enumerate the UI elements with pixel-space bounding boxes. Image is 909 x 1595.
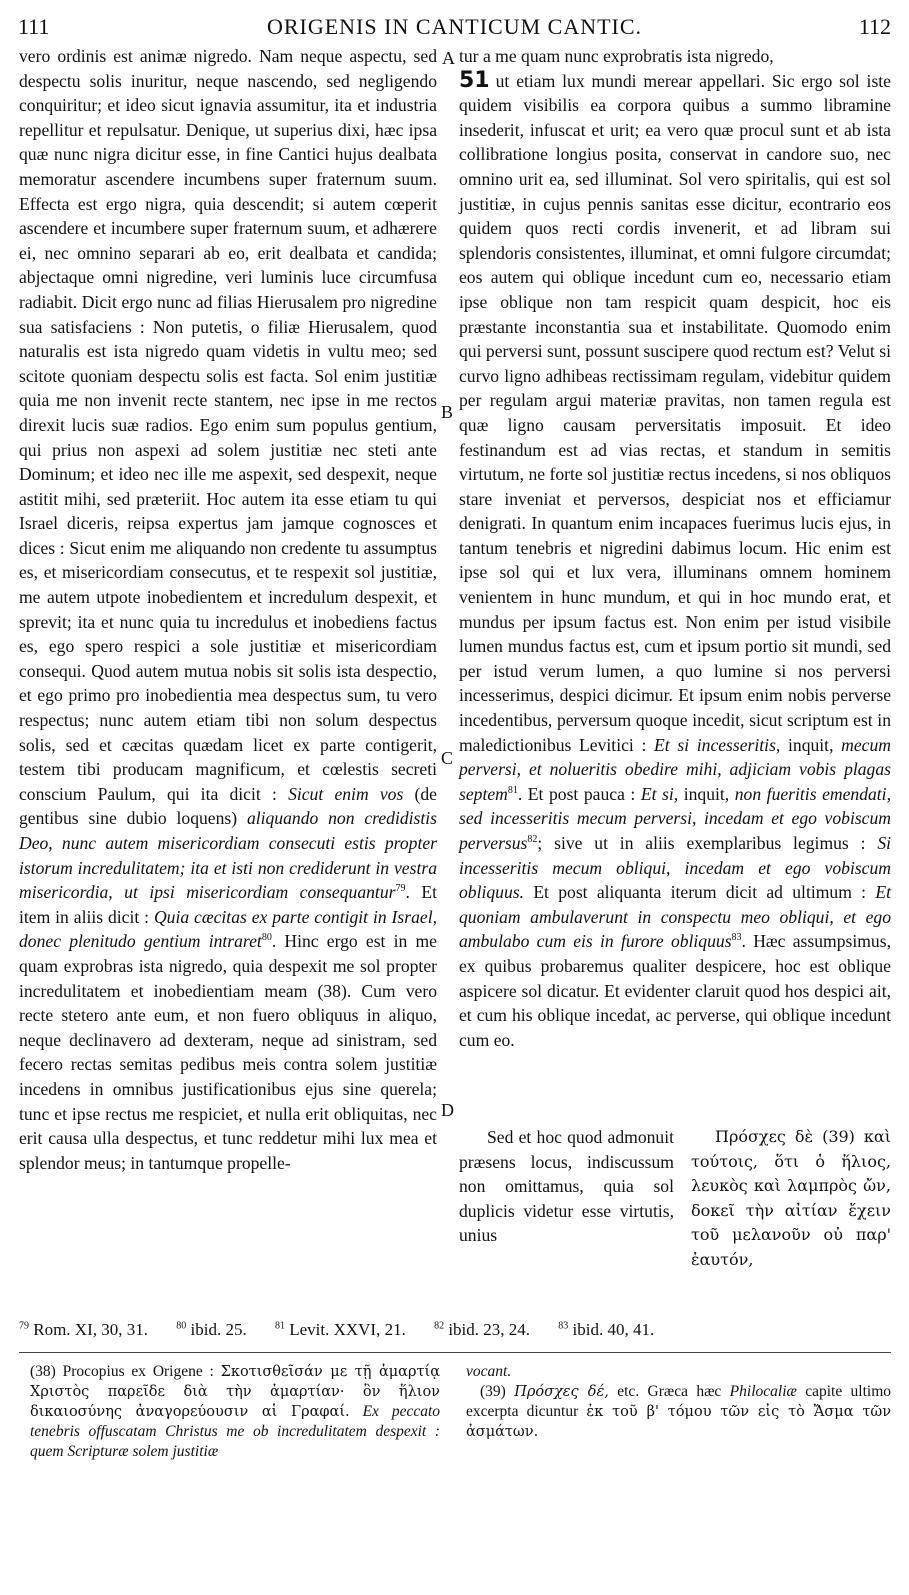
footnote-ref-item: $^{79}$ Rom. XI, 30, 31. (19, 1320, 148, 1339)
note-39-greek: ἐκ τοῦ β' τόμου τῶν εἰς τὸ Ἄσμα τῶν ἀσμάτων. (466, 1404, 892, 1440)
right-text-1: inquit, (788, 734, 834, 755)
section-number: 51 (459, 67, 490, 93)
page-number-left: 111 (18, 14, 50, 39)
footnote-ref-83: 83 (731, 932, 742, 944)
note-39-label: (39) (480, 1383, 506, 1400)
note-38 (30, 1362, 440, 1462)
left-text-3: . Hinc ergo est in me quam exprobras ista nigredo, quia despexit me sol propter incredulitatem et inobedientiam meam (38). Cum vero recte stetero ante eum, et non fuero obliquus in aliquo, neque declinavero ad dexteram, neque ad sinistram, sed fecero rectas semitas pedibus meis contra solem justitiæ incedens in omnibus justificationibus ejus sine querela; tunc et ipse rectus me respiciet, et nulla erit obliquitas, nec erit causa ulla despectus, et tunc reddetur mihi lux mea et splendor meus; in tantumque propelle- (19, 931, 437, 1173)
latin-parallel-column (459, 1125, 674, 1248)
left-quote-3: Quia cæcitas ex parte contigit in Israel, donec plenitudo gentium intraret (19, 906, 437, 952)
greek-parallel-text: Πρόσχες δὲ (39) καὶ τούτοις, ὅτι ὁ ἥλιος, λευκὸς καὶ λαμπρὸς ὤν, δοκεῖ τὴν αἰτίαν ἔχειν τοῦ μελανοῦν οὐ παρ' ἑαυτόν, (691, 1127, 891, 1269)
right-quote-6: Et quoniam ambulaverunt in conspectu meo obliqui, et ego ambulabo cum eis in furore obliquus (459, 882, 892, 952)
right-text-5: Et post aliquanta iterum dicit ad ultimum : (533, 882, 867, 903)
note-38-latin: Ex peccato tenebris offuscatam Christus me ob incredulitatem despexit : quem Scripturæ solem justitiæ (30, 1403, 441, 1460)
right-text-6: . Hæc assumpsimus, ex quibus probaremus qualiter despicere, hoc est oblique aspicere sol dicatur. Et evidenter claruit quod hos despici ait, et cum his oblique incedat, ac perverse, qui oblique incedunt cum eo. (459, 931, 891, 1050)
note-38-greek: Σκοτισθεῖσάν με τῇ ἁμαρτίᾳ Χριστὸς παρεῖδε διὰ τὴν ἁμαρτίαν· ὃν ἥλιον δικαιοσύνης ἀναγορεύουσιν αἱ Γραφαί. (30, 1364, 440, 1420)
right-text-2: . Et post pauca : (517, 783, 636, 804)
note-39-text-2: capite ultimo excerpta dicuntur (466, 1383, 892, 1420)
footnote-divider (19, 1352, 891, 1353)
column-marker-b: B (441, 402, 454, 422)
note-39-text-1: etc. Græca hæc (617, 1383, 722, 1400)
note-39-work: Philocaliæ (729, 1383, 797, 1400)
column-marker-a: A (442, 48, 455, 68)
right-quote-5: Si incesseritis mecum obliqui, incedam et ego vobiscum obliquus. (459, 833, 891, 903)
left-column-paragraph (19, 44, 437, 1175)
right-column (459, 44, 891, 1052)
left-quote-2: aliquando non credidistis Deo, nunc autem misericordiam consecuti estis propter istorum incredulitatem; ita et isti non crediderunt in vestra misericordia, ut ipsi misericordiam consequantur (19, 808, 437, 903)
left-quote-1: Sicut enim vos (288, 783, 404, 804)
right-text: ut etiam lux mundi merear appellari. Sic ergo sol iste quidem visibilis ea corpora quibus a summo libramine insederit, infuscat et urit; ea vero quæ procul sunt et ab ista collibratione longius posita, conservat in candore suo, nec omnino urit ea, sed illuminat. Sol vero spiritalis, qui est sol justitiæ, in cujus pennis sanitas esse dicitur, econtrario eos quidem quos recti cordis invenerit, et ad libram sui splendoris consistentes, illuminat, et omni fulgore circumdat; eos autem qui oblique incedunt cum eo, necessario etiam ipse oblique non tam respicit quam despicit, hoc eis præstante inconstantia sua et instabilitate. Quomodo enim qui perversi sunt, possunt suscipere quod rectum est? Velut si curvo ligno adhibeas rectissimam regulam, videbitur quidem per regulam argui materiæ pravitas, non tamen regula est quæ ligno causam perversitatis imposuit. Et ideo festinandum est ad vias rectas, et standum in semitis virtutum, ne forte sol justitiæ rectus incedens, si nos obliquos stare inveniat et perversos, despiciat nos et efficiamur denigrati. In quantum enim incapaces fuerimus lucis ejus, in tantum tenebris et nigredini dabimus locum. Hic enim est ipse sol qui et lux vera, illuminans omnem hominem venientem in hunc mundum, et qui in hoc mundo erat, et mundus per ipsum factus est. Non enim per istud visibile lumen mundus factus est, cum et ipsum portio sit mundi, sed per istud verum lumen, a quo lumine si nos perversi incesserimus, despici dicimur. Et ipsum enim nobis perverse incedentibus, perversum quoque incedit, sicut scriptum est in maledictionibus Levitici : (459, 70, 891, 755)
footnote-ref-item: $^{83}$ ibid. 40, 41. (558, 1320, 655, 1339)
note-38-continuation: vocant. (466, 1363, 512, 1380)
right-quote-3: Et si, (640, 783, 679, 804)
left-paren-1: (de gentibus sine dubio loquens) (19, 783, 437, 829)
page-number-right: 112 (858, 14, 891, 39)
right-column-paragraph (459, 44, 891, 1052)
footnote-ref-item: $^{80}$ ibid. 25. (176, 1320, 247, 1339)
footnote-ref-item: $^{82}$ ibid. 23, 24. (434, 1320, 531, 1339)
latin-parallel-text: Sed et hoc quod admonuit præsens locus, indiscussum non omittamus, quia sol duplicis videtur esse virtutis, unius (459, 1127, 674, 1246)
page-header (18, 14, 891, 44)
parallel-text-block (459, 1125, 891, 1300)
note-39 (466, 1362, 891, 1442)
right-quote-1: Et si incesseritis, (654, 734, 781, 755)
right-text-3: inquit, (683, 783, 730, 804)
footnote-ref-81: 81 (507, 784, 518, 796)
right-text-4: ; sive ut in aliis exemplaribus legimus : (537, 833, 866, 853)
right-quote-2: mecum perversi, et nolueritis obedire mihi, adjiciam vobis plagas septem (459, 734, 891, 804)
left-text: vero ordinis est animæ nigredo. Nam neque aspectu, sed despectu solis inuritur, neque nascendo, sed negligendo conquiritur; et ideo sicut ignavia assumitur, ita et industria repellitur et repulsatur. Denique, ut superius dixi, hæc ipsa quæ nunc nigra dicitur esse, in fine Cantici hujus dealbata memoratur ascendere incumbens super fraternum suum. Effecta est ergo nigra, quia descendit; si autem cœperit ascendere et incumbere super fraternum suum, et adhærere ei, nec omnino separari ab eo, erit dealbata et candida; abjectaque omni nigredine, veri luminis luce circumfusa radiabit. Dicit ergo nunc ad filias Hierusalem pro nigredine sua satisfaciens : Non putetis, o filiæ Hierusalem, quod naturalis est ista nigredo quam videtis in vultu meo; sed scitote quoniam despectu solis est facta. Sol enim justitiæ quia me non invenit recte stantem, nec ipse in me rectos direxit lucis suæ radios. Ego enim sum populus gentium, qui prius non aspexi ad solem justitiæ nec steti ante Dominum; et ideo nec ille me aspexit, sed despexit, neque astitit mihi, sed præteriit. Hoc autem ita esse etiam tu qui Israel diceris, reipsa expertus jam jamque cognosces et dices : Sicut enim me aliquando non credente tu assumptus es, et misericordiam consecutus, et te respexit sol justitiæ, me autem utpote inobedientem et incredulum despexit, et sprevit; ita et nunc quia tu incredulus et inobediens factus es, ego spero respici a sole justitiæ et misericordiam consequi. Quod autem mutua nobis sit solis ista despectio, et ego primo pro inobedientia mea despectus sum, tu vero respectus; nunc autem etiam tibi non solum despectus solis, sed et cæcitas quædam licet ex parte contigerit, testem tibi producam magnificum, et cœlestis secreti conscium Paulum, qui ita dicit : (19, 46, 437, 804)
note-38-label: (38) Procopius ex Origene : (30, 1363, 214, 1380)
running-title: ORIGENIS IN CANTICUM CANTIC. (266, 14, 643, 39)
right-start: tur a me quam nunc exprobratis ista nigredo, (459, 46, 774, 66)
column-marker-c: C (441, 748, 454, 768)
footnote-ref-82: 82 (527, 834, 538, 846)
right-quote-4: non fueritis emendati, sed incesseritis mecum perversi, incedam et ego vobiscum perversus (459, 783, 891, 853)
greek-parallel-column (691, 1125, 891, 1273)
left-column (19, 44, 437, 1299)
footnote-ref-item: $^{81}$ Levit. XXVI, 21. (274, 1320, 406, 1339)
left-text-2: . Et item in aliis dicit : (19, 882, 437, 927)
note-39-lemma: Πρόσχες δέ, (514, 1384, 609, 1400)
footnote-references (19, 1320, 899, 1340)
footnote-ref-79: 79 (395, 883, 406, 895)
column-marker-d: D (441, 1100, 454, 1120)
footnote-ref-80: 80 (261, 932, 272, 944)
